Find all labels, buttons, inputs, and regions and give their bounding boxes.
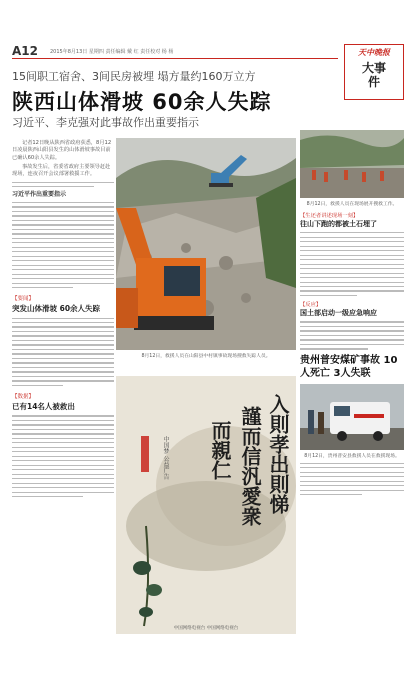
right-text-3 [300,463,404,496]
subsection-title: 习近平作出重要指示 [12,190,67,198]
rescue-scene-photo [300,130,404,198]
landslide-scene-image [116,138,296,350]
body-text-block [12,202,114,289]
right-title-1: 往山下跑的都被土石埋了 [300,220,377,228]
brand-logo: 天中晚报 [358,48,390,57]
sidebar-tag-1: 【要闻】 [12,296,35,303]
left-column [12,140,114,500]
lead-paragraph-2: 事故发生后，省委省政府主要领导赶赴现场，连夜召开会议部署救援工作。 [12,163,111,178]
right-tag-2: 【反应】 [300,302,322,309]
main-photo-caption: 8月12日，救援人员在山阳县中村镇事故现场搜救失踪人员。 [141,354,271,359]
header-rule [12,58,338,59]
ad-calligraphy-line-3: 而親仁 [208,420,232,480]
main-news-photo [116,138,296,350]
right-photo2-caption: 8月12日，贵州普安县救援人员在救援现场。 [304,453,400,459]
sidebar-text-1 [12,318,114,387]
right-photo1-caption: 8月12日，救援人员在现场展开搜救工作。 [306,202,398,207]
story-subhead: 习近平、李克强对此事故作出重要指示 [12,116,199,129]
right-headline-2: 贵州普安煤矿事故 10人死亡 3人失联 [300,354,398,379]
right-text-2 [300,321,404,349]
rescue-crowd-image [300,130,404,198]
sidebar-box-title-1: 突发山体滑坡 60余人失踪 [12,304,101,314]
story-kicker: 15间职工宿舍、3间民房被埋 塌方量约160万立方 [12,70,256,83]
header-meta: 2015年8月13日 星期四 责任编辑 戴 红 责任校对 杨 杨 [50,49,174,55]
ad-calligraphy-line-1: 入則孝出則悌 [266,394,290,514]
section-badge [344,44,404,100]
ad-small-text: 中国梦 公益广告 [162,436,169,480]
right-tag-1: 【生还者讲述现场一刻】 [300,213,359,219]
right-column [300,130,404,499]
public-service-ad [116,376,296,634]
mine-rescue-photo [300,384,404,450]
section-label: 大事件 [361,61,386,89]
lead-paragraph-1: 记者12日晚从陕西省政府获悉，8月12日凌晨陕西山阳县发生的山体滑坡事故目前已确认60余人失踪。 [12,140,112,161]
sidebar-box-title-2: 已有14名人被救出 [12,402,75,412]
ambulance-image [300,384,404,450]
ad-calligraphy-line-2: 謹而信汎愛衆 [238,406,262,526]
sidebar-tag-2: 【数据】 [12,394,35,401]
page-number: A12 [12,44,38,58]
right-text-1 [300,232,404,296]
sidebar-text-2 [12,415,114,497]
right-title-2: 国土部启动一级应急响应 [300,309,377,318]
story-headline: 陕西山体滑坡 60余人失踪 [12,90,272,114]
ad-footer: 中国网络电视台 中国网络电视台 [173,626,239,631]
